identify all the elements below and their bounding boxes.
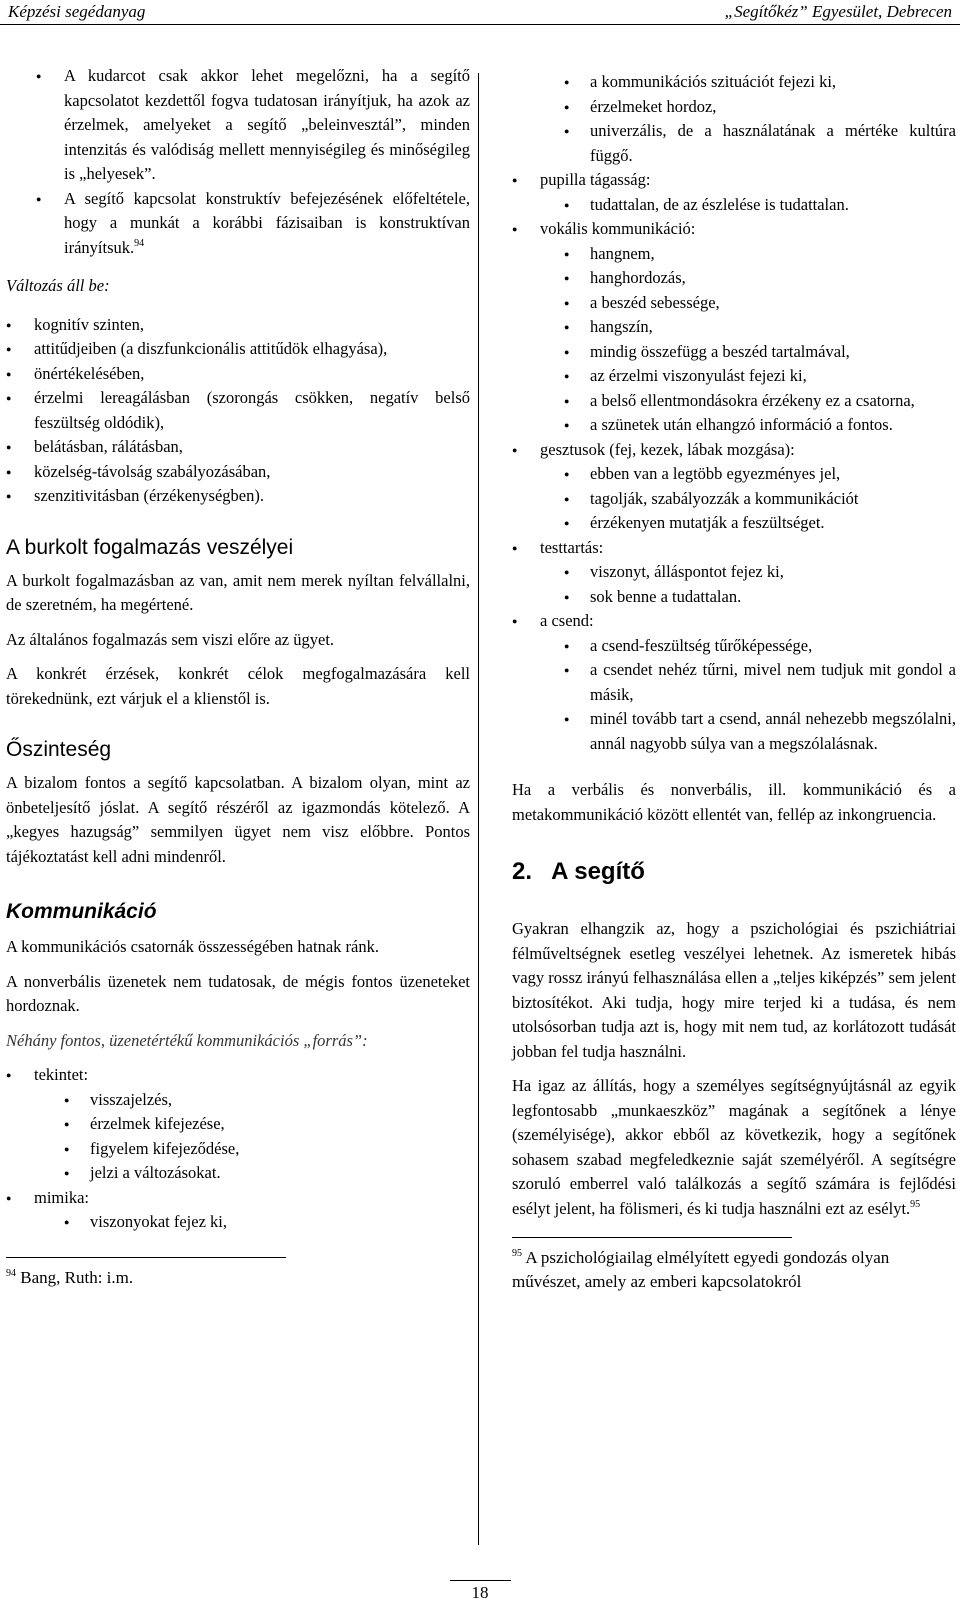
list-item: ● A kudarcot csak akkor lehet megelőzni, ha a segítő kapcsolatot kezdettől fogva tudatosan irányítjuk, ha azok az érzelmek, amelyeket a segítő „beleinvesztál”, minden intenzitás és valódiság mellett mennyiségileg és minőségileg is „helyesek”. (6, 64, 470, 187)
csend-sublist (562, 634, 956, 757)
list-item: ● önértékelésében, (6, 362, 470, 387)
list-item: ● pupilla tágasság: ● tudattalan, de az észlelése is tudattalan. (512, 168, 956, 217)
list-item: ● hangnem, (562, 242, 956, 267)
change-heading: Változás áll be: (6, 276, 110, 295)
paragraph: Az általános fogalmazás sem viszi előre az ügyet. (6, 629, 335, 649)
page-number: 18 (0, 1583, 960, 1603)
list-item: ● a csend-feszültség tűrőképessége, (562, 634, 956, 659)
list-item: ● tekintet: ● visszajelzés, ● érzelmek kifejezése, ● figyelem kifejeződése, ● jelzi a változásokat. (6, 1063, 470, 1186)
list-item: ● belátásban, rálátásban, (6, 435, 470, 460)
footnote-ref-94[interactable]: 94 (134, 237, 145, 249)
list-item: ● közelség-távolság szabályozásában, (6, 460, 470, 485)
paragraph: A burkolt fogalmazásban az van, amit nem merek nyíltan felvállalni, de szeretném, ha megértené. (6, 570, 470, 614)
list-item: ● szenzitivitásban (érzékenységben). (6, 484, 470, 509)
list-item: ● viszonyokat fejez ki, (62, 1210, 470, 1235)
paragraph: A nonverbális üzenetek nem tudatosak, de mégis fontos üzeneteket hordoznak. (6, 971, 470, 1015)
sources-intro: Néhány fontos, üzenetértékű kommunikációs „forrás”: (6, 1030, 368, 1050)
mimika-sublist (62, 1210, 470, 1235)
list-item: ● jelzi a változásokat. (62, 1161, 470, 1186)
list-item: ● sok benne a tudattalan. (562, 585, 956, 610)
list-item: ● érzelmi lereagálásban (szorongás csökken, negatív belső feszültség oldódik), (6, 386, 470, 435)
channels-list (512, 168, 956, 756)
list-item: ● visszajelzés, (62, 1088, 470, 1113)
list-item: ● hangszín, (562, 315, 956, 340)
list-item: ● a szünetek után elhangzó információ a fontos. (562, 413, 956, 438)
list-item: ● kognitív szinten, (6, 313, 470, 338)
section-heading-kommunikacio: Kommunikáció (6, 900, 157, 923)
section-heading-burkolt: A burkolt fogalmazás veszélyei (6, 535, 294, 559)
testtartas-sublist (562, 560, 956, 609)
list-item: ● univerzális, de a használatának a mértéke kultúra függő. (562, 119, 956, 168)
list-item: ● érzelmeket hordoz, (562, 95, 956, 120)
paragraph: A kommunikációs csatornák összességében hatnak ránk. (6, 937, 379, 956)
list-item: ● ebben van a legtöbb egyezményes jel, (562, 462, 956, 487)
paragraph: Ha igaz az állítás, hogy a személyes segítségnyújtásnál az egyik legfontosabb „munkaeszköz” magának a segítőnek a lénye (személyisége), akkor ebből az következik, hogy a segítőnek sohasem szabad megfeledkeznie saját személyéről. A segítségre szoruló emberrel való találkozás a segítő számára is fejlődési esélyt jelent, ha fölismeri, és ki tudja használni ezt az esélyt.$^{95}$ (512, 1076, 956, 1218)
list-item: ● vokális kommunikáció: ● hangnem, ● hanghordozás, ● a beszéd sebessége, ● hangszín, ● mindig összefügg a beszéd tartalmával, ● az érzelmi viszonyulást fejezi ki, ● a belső ellentmondásokra érzékeny ez a csatorna, ● a szünetek után elhangzó információ a fontos. (512, 217, 956, 438)
mimika-continued-list (562, 70, 956, 168)
footnote-separator (6, 1257, 286, 1258)
footnote-ref-95[interactable]: 95 (910, 1198, 921, 1210)
list-item: ● érzékenyen mutatják a feszültséget. (562, 511, 956, 536)
list-item: ● figyelem kifejeződése, (62, 1137, 470, 1162)
paragraph: Gyakran elhangzik az, hogy a pszichológiai és pszichiátriai félműveltségnek esetleg veszélyei lehetnek. Az ismeretek hibás vagy rossz irányú felhasználása ellen a „teljes kiképzés” sem jelent biztosítékot. Aki tudja, hogy mire terjed ki a tudása, és nem utolsósorban tudja azt is, hogy mit nem tud, az korlátozott tudását jobban fel tudja használni. (512, 919, 956, 1061)
column-divider (478, 73, 479, 1545)
list-item: ● a belső ellentmondásokra érzékeny ez a csatorna, (562, 389, 956, 414)
paragraph: Ha a verbális és nonverbális, ill. kommunikáció és a metakommunikáció között ellentét van, fellép az inkongruencia. (512, 780, 956, 824)
list-item: ● az érzelmi viszonyulást fejezi ki, (562, 364, 956, 389)
list-item: ● érzelmek kifejezése, (62, 1112, 470, 1137)
vokalis-sublist (562, 242, 956, 438)
list-item: ● tagolják, szabályozzák a kommunikációt (562, 487, 956, 512)
footnote-95: $^{95}$ A pszichológiailag elmélyített egyedi gondozás olyan művészet, amely az emberi kapcsolatokról (512, 1248, 890, 1291)
page-header (0, 0, 960, 25)
list-item: ● mimika: ● viszonyokat fejez ki, (6, 1186, 470, 1235)
paragraph: A konkrét érzések, konkrét célok megfogalmazására kell törekednünk, ezt várjuk el a klienstől is. (6, 664, 470, 708)
list-item: ● minél tovább tart a csend, annál nehezebb megszólalni, annál nagyobb súlya van a megszólalásnak. (562, 707, 956, 756)
intro-bullet-list (6, 64, 470, 260)
chapter-heading: 2. A segítő (512, 858, 645, 885)
left-column (6, 64, 470, 1290)
section-heading-oszinteseg: Őszinteség (6, 738, 112, 761)
paragraph: A bizalom fontos a segítő kapcsolatban. A bizalom olyan, mint az önbeteljesítő jóslat. A segítő részéről az igazmondás kötelező. A „kegyes hazugság” semmilyen ügyet nem visz előbbre. Pontos tájékoztatást kell adni mindenről. (6, 773, 470, 866)
sources-list (6, 1063, 470, 1235)
pupilla-sublist (562, 193, 956, 218)
list-item: ● attitűdjeiben (a diszfunkcionális attitűdök elhagyása), (6, 337, 470, 362)
tekintet-sublist (62, 1088, 470, 1186)
header-title-left: Képzési segédanyag (8, 2, 146, 21)
list-item: ● gesztusok (fej, kezek, lábak mozgása): ● ebben van a legtöbb egyezményes jel, ● tagolják, szabályozzák a kommunikációt ● érzékenyen mutatják a feszültséget. (512, 438, 956, 536)
list-item: ● A segítő kapcsolat konstruktív befejezésének előfeltétele, hogy a munkát a korábbi fázisaiban is konstruktívan irányítsuk.$^{94}$ (6, 187, 470, 261)
list-item: ● a beszéd sebessége, (562, 291, 956, 316)
list-item: ● mindig összefügg a beszéd tartalmával, (562, 340, 956, 365)
list-item: ● a csendet nehéz tűrni, mivel nem tudjuk mit gondol a másik, (562, 658, 956, 707)
gesztusok-sublist (562, 462, 956, 536)
footnote-94: $^{94}$ Bang, Ruth: i.m. (6, 1267, 134, 1287)
header-title-right: „Segítőkéz” Egyesület, Debrecen (724, 2, 952, 21)
list-item: ● a kommunikációs szituációt fejezi ki, (562, 70, 956, 95)
change-list (6, 313, 470, 509)
right-column (512, 70, 956, 1294)
footnote-separator (512, 1237, 792, 1238)
list-item: ● viszonyt, álláspontot fejez ki, (562, 560, 956, 585)
list-item: ● tudattalan, de az észlelése is tudattalan. (562, 193, 956, 218)
list-item: ● testtartás: ● viszonyt, álláspontot fejez ki, ● sok benne a tudattalan. (512, 536, 956, 610)
list-item: ● hanghordozás, (562, 266, 956, 291)
list-item: ● a csend: ● a csend-feszültség tűrőképessége, ● a csendet nehéz tűrni, mivel nem tudjuk mit gondol a másik, ● minél tovább tart a csend, annál nehezebb megszólalni, annál nagyobb súlya van a megszólalásnak. (512, 609, 956, 756)
